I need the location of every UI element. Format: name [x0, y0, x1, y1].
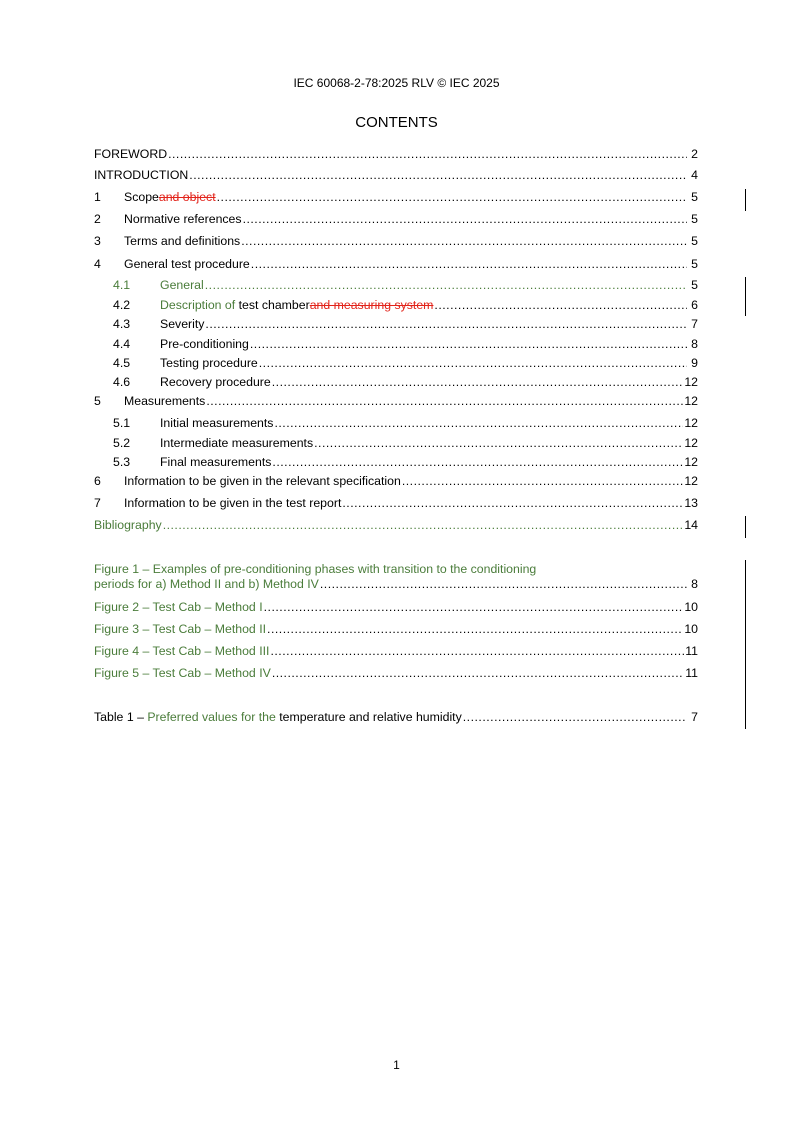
- toc-page: 9: [691, 356, 698, 370]
- toc-page: 11: [685, 644, 698, 658]
- toc-page: 12: [684, 375, 698, 389]
- toc-page: 8: [691, 577, 698, 591]
- table-prefix: Table 1 –: [94, 710, 148, 724]
- toc-entry-testing-procedure[interactable]: [94, 356, 698, 371]
- table-entry-1[interactable]: [94, 710, 698, 725]
- toc-number: 4.5: [113, 356, 131, 370]
- toc-page: 12: [684, 416, 698, 430]
- toc-label: Figure 3 – Test Cab – Method II: [94, 622, 267, 636]
- toc-entry-terms-and-definitions[interactable]: [94, 234, 698, 249]
- document-header: IEC 60068-2-78:2025 RLV © IEC 2025: [293, 76, 500, 90]
- figure-entry-4[interactable]: [94, 644, 698, 659]
- figure-entry-1-line1[interactable]: Figure 1 – Examples of pre-conditioning phases with transition to the conditioning: [94, 562, 537, 576]
- toc-label: Testing procedure: [160, 356, 258, 370]
- toc-label: Measurements: [124, 394, 206, 408]
- toc-number: 4.3: [113, 317, 131, 331]
- toc-page: 4: [691, 168, 698, 182]
- toc-number: 7: [94, 496, 101, 510]
- toc-label: Recovery procedure: [160, 375, 271, 389]
- leader-dots: [205, 278, 687, 293]
- leader-dots: [243, 212, 687, 227]
- toc-number: 6: [94, 474, 101, 488]
- leader-dots: [264, 600, 684, 615]
- page-title: CONTENTS: [355, 114, 438, 131]
- toc-page: 5: [691, 212, 698, 226]
- toc-page: 12: [684, 394, 698, 408]
- toc-page: 14: [684, 518, 698, 532]
- toc-entry-relevant-specification[interactable]: [94, 474, 698, 489]
- change-bar: [745, 560, 746, 729]
- toc-number: 4.4: [113, 337, 131, 351]
- toc-page: 5: [691, 234, 698, 248]
- toc-page: 8: [691, 337, 698, 351]
- toc-entry-initial-measurements[interactable]: [94, 416, 698, 431]
- toc-number: 5.3: [113, 455, 131, 469]
- added-text: Preferred values for the: [147, 710, 280, 724]
- toc-label: Normative references: [124, 212, 242, 226]
- toc-page: 10: [684, 600, 698, 614]
- added-text: Description of: [160, 298, 239, 312]
- toc-label: Figure 4 – Test Cab – Method III: [94, 644, 270, 658]
- toc-entry-bibliography[interactable]: [94, 518, 698, 533]
- leader-dots: [320, 577, 687, 592]
- toc-entry-intermediate-measurements[interactable]: [94, 436, 698, 451]
- toc-number: 4.2: [113, 298, 131, 312]
- leader-dots: [217, 190, 687, 205]
- toc-entry-scope[interactable]: [94, 190, 698, 205]
- leader-dots: [168, 147, 687, 162]
- deleted-text: and measuring system: [309, 298, 434, 312]
- leader-dots: [342, 496, 683, 511]
- toc-label: Severity: [160, 317, 205, 331]
- leader-dots: [272, 375, 684, 390]
- toc-label: Information to be given in the relevant specification: [124, 474, 401, 488]
- figure-entry-5[interactable]: [94, 666, 698, 681]
- change-bar: [745, 516, 746, 538]
- toc-entry-final-measurements[interactable]: [94, 455, 698, 470]
- toc-page: 5: [691, 190, 698, 204]
- toc-entry-test-report[interactable]: [94, 496, 698, 511]
- toc-entry-general-test-procedure[interactable]: [94, 257, 698, 272]
- toc-page: 12: [684, 436, 698, 450]
- toc-entry-test-chamber[interactable]: [94, 298, 698, 313]
- leader-dots: [274, 416, 683, 431]
- figure-entry-3[interactable]: [94, 622, 698, 637]
- toc-page: 11: [685, 666, 698, 680]
- toc-label: Final measurements: [160, 455, 272, 469]
- toc-page: 7: [691, 317, 698, 331]
- toc-entry-general[interactable]: [94, 278, 698, 293]
- toc-entry-severity[interactable]: [94, 317, 698, 332]
- leader-dots: [267, 622, 683, 637]
- toc-entry-foreword[interactable]: [94, 147, 698, 162]
- toc-label: temperature and relative humidity: [279, 710, 462, 724]
- toc-label: Scope: [124, 190, 159, 204]
- toc-label: General: [160, 278, 204, 292]
- toc-page: 5: [691, 278, 698, 292]
- toc-label: Information to be given in the test report: [124, 496, 342, 510]
- toc-label: test chamber: [238, 298, 310, 312]
- leader-dots: [250, 337, 687, 352]
- toc-label: Bibliography: [94, 518, 162, 532]
- figure-entry-1[interactable]: [94, 577, 698, 592]
- toc-number: 5.1: [113, 416, 131, 430]
- leader-dots: [251, 257, 687, 272]
- leader-dots: [163, 518, 684, 533]
- deleted-text: and object: [158, 190, 216, 204]
- toc-number: 4: [94, 257, 101, 271]
- toc-page: 12: [684, 455, 698, 469]
- leader-dots: [205, 317, 687, 332]
- leader-dots: [314, 436, 683, 451]
- leader-dots: [241, 234, 687, 249]
- toc-page: 10: [684, 622, 698, 636]
- toc-entry-recovery-procedure[interactable]: [94, 375, 698, 390]
- toc-label: Intermediate measurements: [160, 436, 314, 450]
- leader-dots: [206, 394, 683, 409]
- toc-entry-introduction[interactable]: [94, 168, 698, 183]
- toc-page: 6: [691, 298, 698, 312]
- toc-number: 4.1: [113, 278, 131, 292]
- leader-dots: [402, 474, 683, 489]
- leader-dots: [463, 710, 687, 725]
- change-bar: [745, 277, 746, 316]
- toc-label: FOREWORD: [94, 147, 168, 161]
- toc-page: 2: [691, 147, 698, 161]
- toc-number: 4.6: [113, 375, 131, 389]
- toc-label: INTRODUCTION: [94, 168, 189, 182]
- toc-number: 1: [94, 190, 101, 204]
- leader-dots: [272, 666, 684, 681]
- leader-dots: [434, 298, 687, 313]
- toc-entry-measurements[interactable]: [94, 394, 698, 409]
- toc-label: Figure 5 – Test Cab – Method IV: [94, 666, 271, 680]
- toc-entry-pre-conditioning[interactable]: [94, 337, 698, 352]
- toc-number: 5.2: [113, 436, 131, 450]
- toc-entry-normative-references[interactable]: [94, 212, 698, 227]
- toc-page: 13: [684, 496, 698, 510]
- toc-label: periods for a) Method II and b) Method IV: [94, 577, 319, 591]
- toc-page: 7: [691, 710, 698, 724]
- toc-number: 5: [94, 394, 101, 408]
- leader-dots: [189, 168, 687, 183]
- toc-page: 5: [691, 257, 698, 271]
- toc-page: 12: [684, 474, 698, 488]
- change-bar: [745, 189, 746, 211]
- figure-entry-2[interactable]: [94, 600, 698, 615]
- toc-label: Figure 2 – Test Cab – Method I: [94, 600, 263, 614]
- toc-label: Terms and definitions: [124, 234, 241, 248]
- toc-label: Initial measurements: [160, 416, 274, 430]
- toc-label: General test procedure: [124, 257, 250, 271]
- leader-dots: [259, 356, 687, 371]
- toc-label: Pre-conditioning: [160, 337, 249, 351]
- toc-number: 2: [94, 212, 101, 226]
- leader-dots: [270, 644, 684, 659]
- leader-dots: [272, 455, 683, 470]
- page-number: 1: [393, 1058, 400, 1072]
- toc-number: 3: [94, 234, 101, 248]
